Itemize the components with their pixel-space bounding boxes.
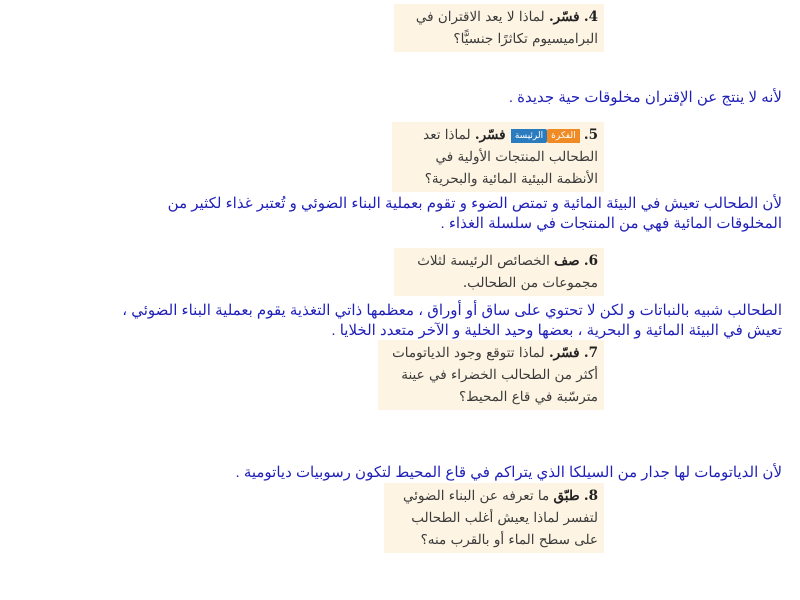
- question-7-text-2: أكثر من الطحالب الخضراء في عينة: [401, 367, 598, 383]
- question-7-line-1: [384, 342, 598, 364]
- question-7-text-3: مترسّبة في قاع المحيط؟: [458, 389, 598, 405]
- answer-6-line-2: تعيش في البيئة المائية و البحرية ، بعضها وحيد الخلية و الآخر متعدد الخلايا .: [331, 322, 782, 339]
- question-4-text-1: لماذا لا يعد الاقتران في: [415, 9, 545, 25]
- main-idea-badge: الفكرة: [547, 129, 579, 143]
- question-7-number: 7.: [583, 345, 598, 361]
- question-6-box: [394, 248, 604, 296]
- question-7-verb: فسّر.: [548, 345, 580, 361]
- question-5-number: 5.: [583, 127, 598, 143]
- question-8-text-3: على سطح الماء أو بالقرب منه؟: [420, 532, 598, 548]
- question-8-line-1: [390, 485, 598, 507]
- question-6-number: 6.: [583, 253, 598, 269]
- question-7-box: [378, 340, 604, 410]
- question-5-line-1: [398, 124, 598, 146]
- question-8-box: [384, 483, 604, 553]
- question-4-number: 4.: [583, 9, 598, 25]
- question-6-text-2: مجموعات من الطحالب.: [462, 275, 598, 291]
- question-6-verb: صف: [554, 253, 580, 269]
- question-8-text-2: لتفسر لماذا يعيش أغلب الطحالب: [411, 510, 598, 526]
- question-5-text-2: الطحالب المنتجات الأولية في: [435, 149, 598, 165]
- question-4-verb: فسّر.: [548, 9, 580, 25]
- question-8-text-1: ما تعرفه عن البناء الضوئي: [402, 488, 550, 504]
- main-idea-badge-label: الرئيسة: [511, 129, 547, 143]
- question-6-text-1: الخصائص الرئيسة لثلاث: [417, 253, 550, 269]
- question-5-verb: فسّر.: [474, 127, 506, 143]
- question-5-text-1: لماذا تعد: [423, 127, 471, 143]
- question-8-number: 8.: [583, 488, 598, 504]
- question-6-line-1: [400, 250, 598, 272]
- question-4-line-1: [400, 6, 598, 28]
- answer-5-line-1: لأن الطحالب تعيش في البيئة المائية و تمتص الضوء و تقوم بعملية البناء الضوئي و تُعتبر غذاء لكثير من: [167, 195, 782, 212]
- question-4-box: [394, 4, 604, 52]
- question-7-text-1: لماذا تتوقع وجود الدياتومات: [392, 345, 545, 361]
- question-8-verb: طبّق: [553, 488, 580, 504]
- answer-5-line-2: المخلوقات المائية فهي من المنتجات في سلسلة الغذاء .: [440, 215, 782, 232]
- answer-4: لأنه لا ينتج عن الإقتران مخلوقات حية جديدة .: [508, 89, 782, 106]
- answer-7: لأن الدياتومات لها جدار من السيلكا الذي يتراكم في قاع المحيط لتكون رسوبيات دياتومية .: [235, 464, 782, 481]
- answer-6-line-1: الطحالب شبيه بالنباتات و لكن لا تحتوي على ساق أو أوراق ، معظمها ذاتي التغذية يقوم بعملية البناء الضوئي ،: [122, 302, 782, 319]
- question-4-text-2: البراميسيوم تكاثرًا جنسيًّا؟: [453, 31, 598, 47]
- question-5-text-3: الأنظمة البيئية المائية والبحرية؟: [424, 171, 598, 187]
- question-5-box: [392, 122, 604, 192]
